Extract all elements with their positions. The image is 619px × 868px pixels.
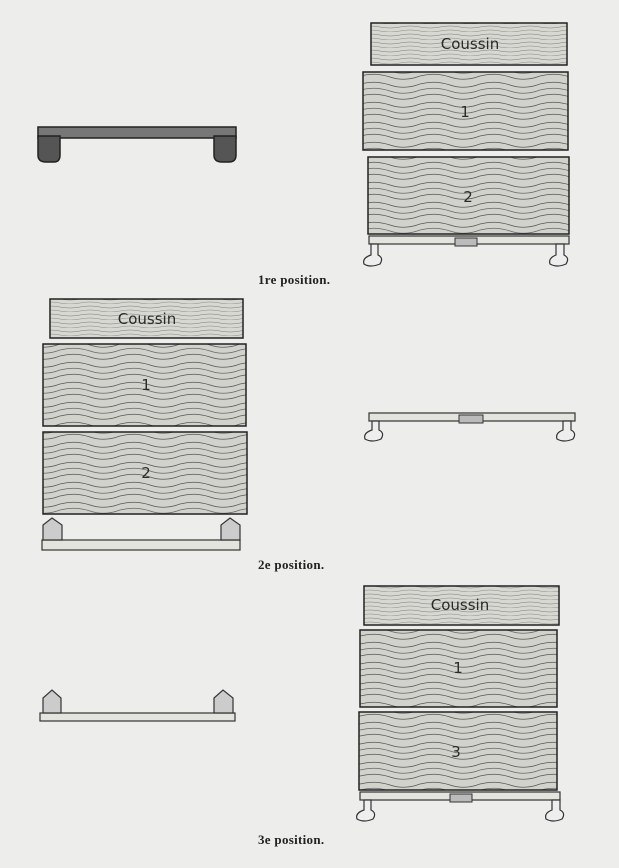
bench-inverted-2 xyxy=(42,518,240,550)
block-3 xyxy=(359,712,557,790)
stack-3 xyxy=(357,586,564,821)
block-1-label: 1 xyxy=(460,103,470,121)
bench-upright-1 xyxy=(364,236,569,266)
block-2-label: 2 xyxy=(463,188,473,206)
bench-upright-3 xyxy=(357,792,564,821)
block-1 xyxy=(43,344,246,426)
cushion-label: Coussin xyxy=(117,310,177,328)
block-1-label: 1 xyxy=(453,659,463,677)
cushion-block xyxy=(371,23,567,65)
stack-2 xyxy=(42,299,247,550)
block-2 xyxy=(43,432,247,514)
position-3-group xyxy=(40,586,564,821)
position-1-group xyxy=(38,23,569,266)
cushion-label: Coussin xyxy=(440,35,500,53)
block-1 xyxy=(360,630,557,707)
caption-position-2: 2e position. xyxy=(258,557,325,572)
stack-1 xyxy=(363,23,569,266)
caption-position-3: 3e position. xyxy=(258,832,325,847)
position-2-group xyxy=(42,299,575,550)
caption-position-1: 1re position. xyxy=(258,272,331,287)
bench-inverted-1 xyxy=(38,127,236,162)
cushion-block xyxy=(50,299,243,338)
block-1 xyxy=(363,72,568,150)
block-3-label: 3 xyxy=(451,743,461,761)
block-1-label: 1 xyxy=(141,376,151,394)
bench-inverted-3 xyxy=(40,690,235,721)
bench-upright-2 xyxy=(365,413,575,441)
block-2-label: 2 xyxy=(141,464,151,482)
block-2 xyxy=(368,157,569,234)
cushion-label: Coussin xyxy=(430,596,490,614)
cushion-block xyxy=(364,586,559,625)
